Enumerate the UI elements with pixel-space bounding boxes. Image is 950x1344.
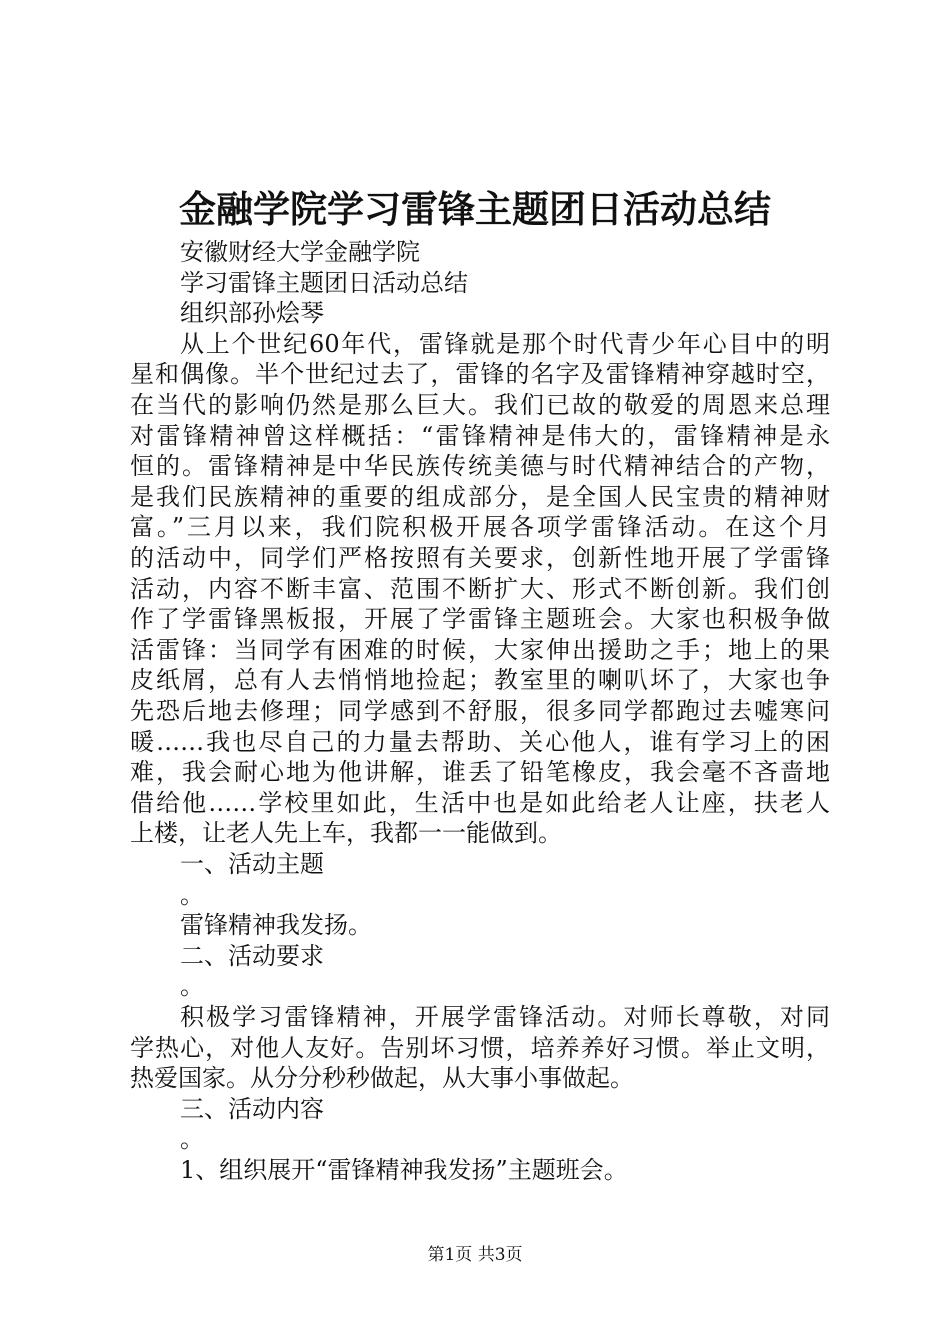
- body-line: 皮纸屑，总有人去悄悄地捡起；教室里的喇叭坏了，大家也争: [130, 666, 830, 695]
- body-line: 学热心，对他人友好。告别坏习惯，培养养好习惯。举止文明，: [130, 1033, 830, 1062]
- body-line: 三、活动内容: [180, 1094, 324, 1123]
- body-line: 先恐后地去修理；同学感到不舒服，很多同学都跑过去嘘寒问: [130, 697, 830, 725]
- body-line: 恒的。雷锋精神是中华民族传统美德与时代精神结合的产物，: [130, 452, 830, 481]
- body-line: 活雷锋：当同学有困难的时候，大家伸出援助之手；地上的果: [130, 635, 830, 664]
- body-line: 对雷锋精神曾这样概括：“雷锋精神是伟大的，雷锋精神是永: [130, 421, 830, 450]
- body-line: 。: [180, 880, 204, 909]
- body-line: 借给他……学校里如此，生活中也是如此给老人让座，扶老人: [130, 788, 830, 817]
- body-line: 难，我会耐心地为他讲解，谁丢了铅笔橡皮，我会毫不吝啬地: [130, 758, 830, 787]
- body-line: 作了学雷锋黑板报，开展了学雷锋主题班会。大家也积极争做: [130, 605, 830, 634]
- body-line: 二、活动要求: [180, 941, 324, 970]
- body-line: 暖……我也尽自己的力量去帮助、关心他人，谁有学习上的困: [130, 727, 830, 756]
- body-line: 1、组织展开“雷锋精神我发扬”主题班会。: [180, 1156, 628, 1184]
- body-line: 活动，内容不断丰富、范围不断扩大、形式不断创新。我们创: [130, 574, 830, 603]
- body-line: 在当代的影响仍然是那么巨大。我们已故的敬爱的周恩来总理: [130, 391, 830, 419]
- body-line: 是我们民族精神的重要的组成部分，是全国人民宝贵的精神财: [130, 482, 830, 511]
- body-line: 。: [180, 1125, 204, 1154]
- document-title: 金融学院学习雷锋主题团日活动总结: [179, 187, 771, 231]
- body-line: 从上个世纪60年代，雷锋就是那个时代青少年心目中的明: [180, 329, 830, 358]
- body-line: 富。”三月以来，我们院积极开展各项学雷锋活动。在这个月: [130, 513, 830, 542]
- body-line: 的活动中，同学们严格按照有关要求，创新性地开展了学雷锋: [130, 544, 830, 572]
- body-line: 雷锋精神我发扬。: [180, 911, 372, 940]
- body-line: 。: [180, 972, 204, 1001]
- body-line: 上楼，让老人先上车，我都一一能做到。: [130, 819, 562, 848]
- body-line: 热爱国家。从分分秒秒做起，从大事小事做起。: [130, 1064, 634, 1093]
- body-line: 学习雷锋主题团日活动总结: [180, 268, 468, 297]
- body-line: 组织部孙烩琴: [180, 299, 324, 328]
- page-footer: 第1页 共3页: [427, 1245, 523, 1265]
- body-line: 星和偶像。半个世纪过去了，雷锋的名字及雷锋精神穿越时空，: [130, 360, 830, 389]
- body-line: 积极学习雷锋精神，开展学雷锋活动。对师长尊敬，对同: [180, 1003, 830, 1031]
- body-line: 安徽财经大学金融学院: [180, 238, 420, 266]
- body-line: 一、活动主题: [180, 850, 324, 878]
